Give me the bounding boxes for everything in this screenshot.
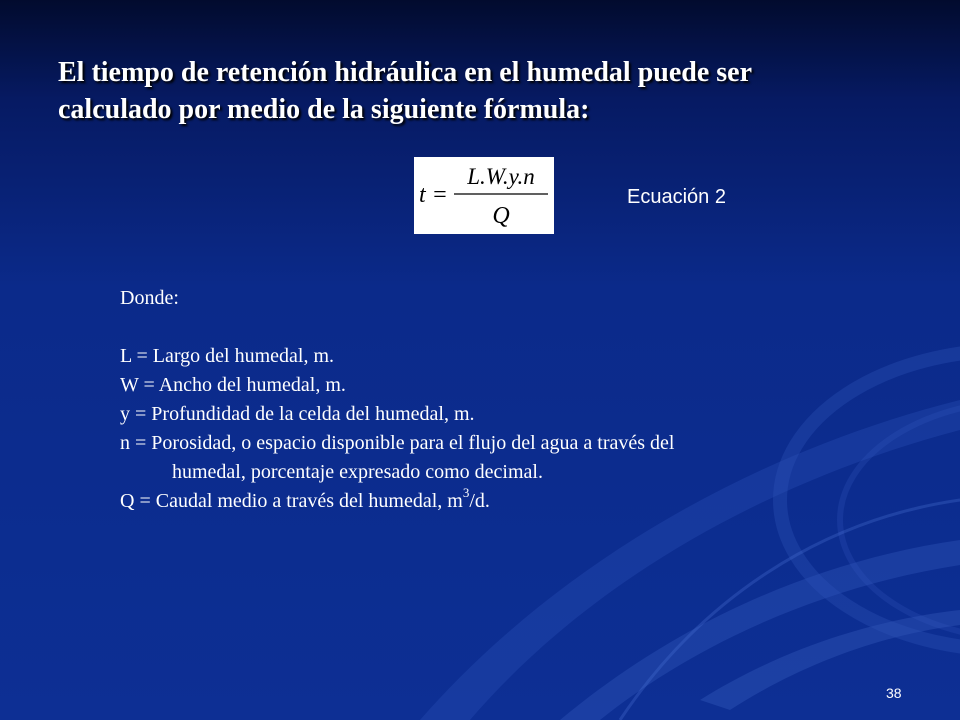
definition-Q xyxy=(120,487,900,516)
definition-L: L = Largo del humedal, m. xyxy=(120,345,335,367)
definition-y: y = Profundidad de la celda del humedal, m. xyxy=(120,403,475,425)
definitions-block xyxy=(120,284,900,516)
definition-n-line-2: humedal, porcentaje expresado como decimal. xyxy=(172,461,543,483)
slide-title xyxy=(58,54,918,128)
definitions-intro: Donde: xyxy=(120,287,179,309)
definition-Q-text: Q = Caudal medio a través del humedal, m xyxy=(120,490,463,512)
formula-svg xyxy=(414,157,554,234)
formula-numerator: L.W.y.n xyxy=(467,164,535,189)
slide-title-line-1: El tiempo de retención hidráulica en el humedal puede ser xyxy=(58,57,753,88)
formula-denominator: Q xyxy=(492,203,510,229)
definition-Q-exponent: 3 xyxy=(462,485,470,501)
equation-label: Ecuación 2 xyxy=(627,186,726,208)
formula-image xyxy=(414,157,554,234)
definition-W: W = Ancho del humedal, m. xyxy=(120,374,346,396)
slide-title-line-2: calculado por medio de la siguiente fórmula: xyxy=(58,94,590,125)
definition-Q-unit: /d. xyxy=(469,490,490,512)
definition-n-line-1: n = Porosidad, o espacio disponible para el flujo del agua a través del xyxy=(120,432,675,454)
formula-lhs: t = xyxy=(419,182,448,208)
page-number: 38 xyxy=(886,685,902,701)
definitions-spacer xyxy=(120,313,900,342)
